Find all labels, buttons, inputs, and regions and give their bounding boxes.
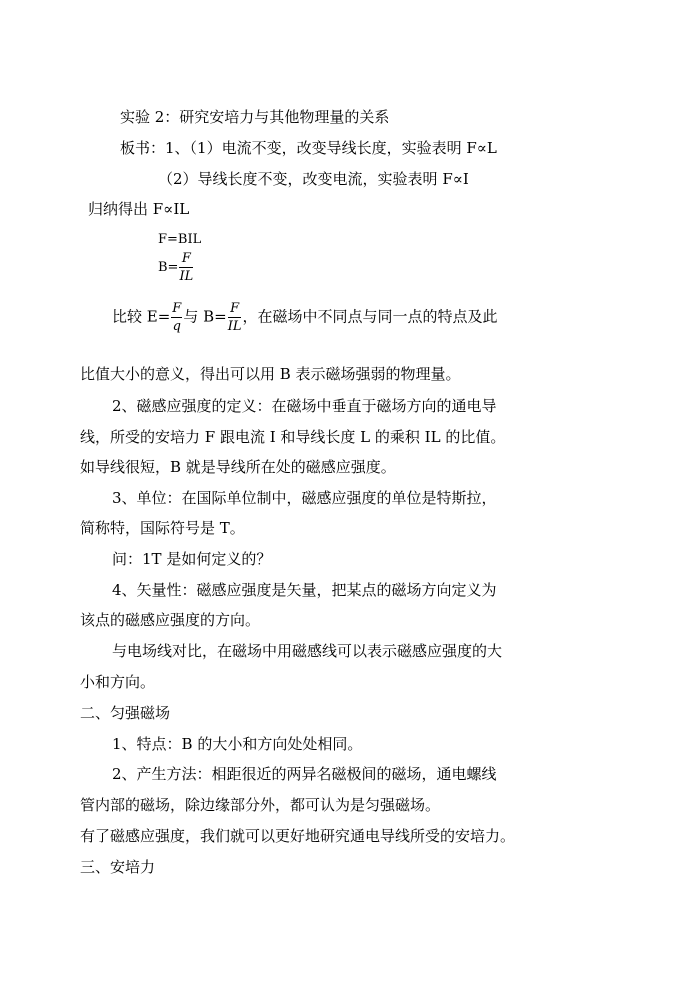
unit-line-1: 3、单位：在国际单位制中，磁感应强度的单位是特斯拉， [112, 489, 497, 507]
method-line-1: 2、产生方法：相距很近的两异名磁极间的磁场，通电螺线 [112, 765, 497, 783]
board-line-1: 板书：1、（1）电流不变，改变导线长度，实验表明 F∝L [120, 139, 497, 157]
transition-line: 有了磁感应强度，我们就可以更好地研究通电导线所受的安培力。 [80, 827, 516, 845]
comparison-suffix: ，在磁场中不同点与同一点的特点及此 [242, 307, 498, 326]
comparison-line [112, 300, 498, 335]
comparison-field-line-1: 与电场线对比，在磁场中用磁感线可以表示磁感应强度的大 [112, 642, 503, 660]
board-line-2: （2）导线长度不变，改变电流，实验表明 F∝I [158, 170, 469, 188]
experiment-heading: 实验 2：研究安培力与其他物理量的关系 [120, 108, 390, 126]
conclusion-line: 归纳得出 F∝IL [88, 200, 190, 218]
method-line-2: 管内部的磁场，除边缘部分外，都可认为是匀强磁场。 [80, 796, 441, 814]
paragraph-line: 比值大小的意义，得出可以用 B 表示磁场强弱的物理量。 [80, 365, 461, 383]
formula-b [158, 250, 194, 285]
fraction-f-over-il [179, 250, 193, 285]
fraction-numerator: F [179, 250, 193, 268]
formula-f-bil: F=BIL [158, 232, 202, 247]
comparison-prefix: 比较 E= [112, 307, 171, 326]
definition-line-2: 线，所受的安培力 F 跟电流 I 和导线长度 L 的乘积 IL 的比值。 [80, 428, 506, 446]
comparison-field-line-2: 小和方向。 [80, 673, 156, 691]
fraction-denominator: IL [179, 269, 194, 284]
fraction-numerator: F [172, 301, 182, 316]
vector-line-1: 4、矢量性：磁感应强度是矢量，把某点的磁场方向定义为 [112, 581, 497, 599]
definition-line-1: 2、磁感应强度的定义：在磁场中垂直于磁场方向的通电导 [112, 397, 497, 415]
formula-b-label: B= [158, 260, 179, 275]
fraction-denominator: q [172, 319, 181, 334]
fraction-f-over-q [171, 300, 182, 335]
unit-line-2: 简称特，国际符号是 T。 [80, 519, 245, 537]
question-line: 问：1T 是如何定义的？ [112, 550, 272, 568]
definition-line-3: 如导线很短，B 就是导线所在处的磁感应强度。 [80, 458, 396, 476]
fraction-f-over-il [228, 300, 242, 335]
feature-line: 1、特点：B 的大小和方向处处相同。 [112, 735, 363, 753]
fraction-numerator: F [228, 300, 242, 318]
comparison-middle: 与 B= [183, 307, 227, 326]
section-heading-ampere-force: 三、安培力 [80, 858, 156, 876]
vector-line-2: 该点的磁感应强度的方向。 [80, 611, 261, 629]
fraction-denominator: IL [227, 319, 242, 334]
section-heading-uniform-field: 二、匀强磁场 [80, 704, 171, 722]
